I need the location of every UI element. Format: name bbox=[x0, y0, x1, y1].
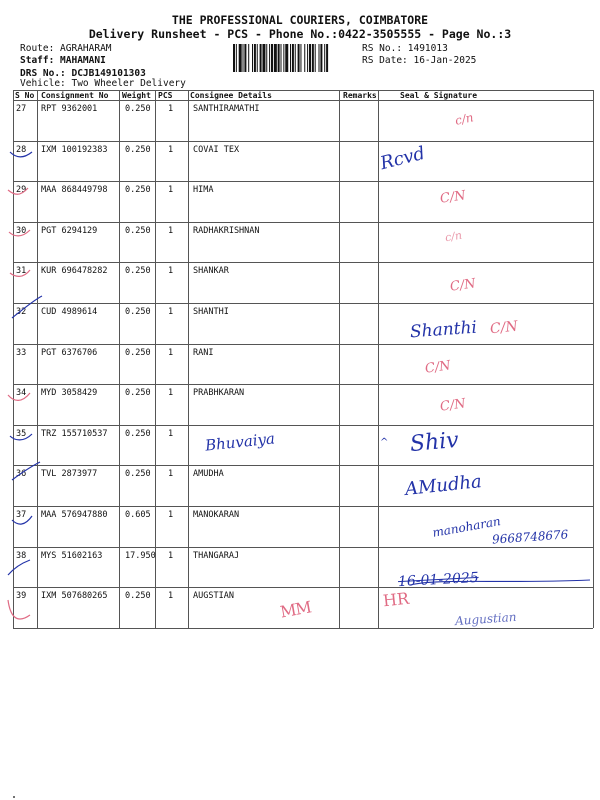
table-row-divider bbox=[13, 506, 593, 507]
handwritten-mark: ^ bbox=[380, 437, 389, 448]
row-consignee: SHANKAR bbox=[193, 266, 229, 277]
barcode-bar bbox=[319, 44, 320, 72]
row-consignment-number: CUD 4989614 bbox=[41, 307, 98, 317]
row-consignment-number: RPT 9362001 bbox=[41, 104, 98, 114]
row-weight: 0.250 bbox=[125, 144, 151, 155]
row-pcs: 1 bbox=[168, 347, 174, 358]
handwritten-remark: MM bbox=[278, 597, 313, 622]
row-weight: 0.250 bbox=[125, 185, 151, 196]
row-serial-number: 37 bbox=[16, 510, 27, 520]
barcode-bar bbox=[295, 44, 296, 72]
staff-label: Staff: MAHAMANI bbox=[20, 55, 106, 66]
barcode-bar bbox=[271, 44, 273, 72]
table-row-divider bbox=[13, 100, 593, 101]
row-consignee: MANOKARAN bbox=[193, 510, 240, 520]
handwritten-remark: C/N bbox=[439, 188, 467, 207]
row-weight: 0.250 bbox=[125, 104, 151, 114]
barcode-bar bbox=[320, 44, 322, 72]
barcode-bar bbox=[304, 44, 305, 72]
table-column-divider bbox=[593, 90, 594, 628]
row-serial-number: 34 bbox=[16, 388, 27, 399]
barcode-bar bbox=[324, 44, 325, 72]
row-consignee: COVAI TEX bbox=[193, 144, 240, 155]
company-name: THE PROFESSIONAL COURIERS, COIMBATORE bbox=[171, 13, 429, 27]
barcode-bar bbox=[309, 44, 311, 72]
row-consignment-number: MYD 3058429 bbox=[41, 388, 98, 399]
handwritten-remark: C/N bbox=[424, 358, 452, 377]
row-serial-number: 30 bbox=[16, 225, 27, 236]
barcode-bar bbox=[269, 44, 270, 72]
barcode-bar bbox=[307, 44, 308, 72]
row-consignment-number: IXM 100192383 bbox=[41, 144, 108, 155]
row-consignee: PRABHKARAN bbox=[193, 388, 245, 399]
row-pcs: 1 bbox=[168, 104, 174, 114]
table-row-divider bbox=[13, 90, 593, 91]
barcode-bar bbox=[236, 44, 237, 72]
table-row-divider bbox=[13, 628, 593, 629]
row-pcs: 1 bbox=[168, 550, 174, 561]
barcode-bar bbox=[278, 44, 280, 72]
table-row-divider bbox=[13, 587, 593, 588]
table-row-divider bbox=[13, 222, 593, 223]
col-seal-signature: Seal & Signature bbox=[400, 91, 478, 100]
table-row-divider bbox=[13, 344, 593, 345]
barcode-bar bbox=[285, 44, 288, 72]
row-serial-number: 36 bbox=[16, 469, 27, 480]
col-consignee: Consignee Details bbox=[190, 91, 272, 100]
handwritten-signature: AMudha bbox=[404, 471, 483, 500]
row-consignee: RADHAKRISHNAN bbox=[193, 225, 260, 236]
row-pcs: 1 bbox=[168, 144, 174, 155]
table-row-divider bbox=[13, 465, 593, 466]
row-consignee: AMUDHA bbox=[193, 469, 224, 480]
handwritten-signature: Rcvd bbox=[378, 142, 428, 175]
row-consignment-number: IXM 507680265 bbox=[41, 591, 108, 602]
row-consignee: THANGARAJ bbox=[193, 550, 240, 561]
row-serial-number: 38 bbox=[16, 550, 27, 561]
row-pcs: 1 bbox=[168, 266, 174, 277]
row-consignment-number: KUR 696478282 bbox=[41, 266, 108, 277]
row-serial-number: 32 bbox=[16, 307, 27, 317]
barcode-bar bbox=[292, 44, 294, 72]
barcode-bar bbox=[300, 44, 301, 72]
col-remarks: Remarks bbox=[343, 91, 377, 100]
row-serial-number: 33 bbox=[16, 347, 27, 358]
handwritten-consignee: Bhuvaiya bbox=[204, 429, 276, 455]
rs-date: RS Date: 16-Jan-2025 bbox=[362, 55, 477, 66]
barcode-icon bbox=[233, 44, 355, 72]
row-serial-number: 35 bbox=[16, 428, 27, 439]
rs-number: RS No.: 1491013 bbox=[362, 43, 448, 54]
handwritten-signature: Shanthi bbox=[409, 317, 478, 343]
row-consignment-number: PGT 6294129 bbox=[41, 225, 98, 236]
barcode-bar bbox=[244, 44, 246, 72]
barcode-bar bbox=[254, 44, 256, 72]
row-pcs: 1 bbox=[168, 388, 174, 399]
handwritten-remark: C/N bbox=[489, 318, 519, 338]
col-consignment: Consignment No bbox=[41, 91, 109, 100]
row-pcs: 1 bbox=[168, 307, 174, 317]
row-weight: 0.250 bbox=[125, 307, 151, 317]
col-sno: S No bbox=[15, 91, 35, 100]
row-serial-number: 29 bbox=[16, 185, 27, 196]
barcode-bar bbox=[283, 44, 284, 72]
runsheet-subtitle: Delivery Runsheet - PCS - Phone No.:0422-3505555 - Page No.:3 bbox=[88, 27, 512, 41]
row-pcs: 1 bbox=[168, 428, 174, 439]
row-serial-number: 31 bbox=[16, 266, 27, 277]
row-weight: 0.250 bbox=[125, 266, 151, 277]
col-weight: Weight bbox=[122, 91, 151, 100]
barcode-bar bbox=[266, 44, 267, 72]
handwritten-signature: manoharan bbox=[431, 514, 502, 540]
row-weight: 0.605 bbox=[125, 510, 151, 520]
row-serial-number: 27 bbox=[16, 104, 27, 114]
row-pcs: 1 bbox=[168, 185, 174, 196]
handwritten-phone: 9668748676 bbox=[491, 527, 569, 547]
drs-number: DRS No.: DCJB149101303 bbox=[20, 68, 146, 79]
handwritten-remark: c/n bbox=[453, 110, 475, 128]
handwritten-remark: c/n bbox=[444, 228, 463, 245]
row-pcs: 1 bbox=[168, 591, 174, 602]
barcode-bar bbox=[239, 44, 242, 72]
barcode-bar bbox=[248, 44, 249, 72]
barcode-bar bbox=[274, 44, 277, 72]
barcode-bar bbox=[262, 44, 265, 72]
row-pcs: 1 bbox=[168, 225, 174, 236]
table-row-divider bbox=[13, 425, 593, 426]
barcode-bar bbox=[298, 44, 300, 72]
barcode-bar bbox=[243, 44, 244, 72]
row-consignment-number: TRZ 155710537 bbox=[41, 428, 108, 439]
barcode-bar bbox=[312, 44, 314, 72]
table-row-divider bbox=[13, 141, 593, 142]
row-serial-number: 39 bbox=[16, 591, 27, 602]
row-pcs: 1 bbox=[168, 469, 174, 480]
barcode-bar bbox=[281, 44, 282, 72]
row-weight: 0.250 bbox=[125, 469, 151, 480]
row-consignment-number: PGT 6376706 bbox=[41, 347, 98, 358]
table-row-divider bbox=[13, 384, 593, 385]
table-row-divider bbox=[13, 547, 593, 548]
row-serial-number: 28 bbox=[16, 144, 27, 155]
row-weight: 17.950 bbox=[125, 550, 156, 561]
row-consignee: AUGSTIAN bbox=[193, 591, 234, 602]
row-weight: 0.250 bbox=[125, 591, 151, 602]
row-consignee: RANI bbox=[193, 347, 214, 358]
barcode-bar bbox=[233, 44, 235, 72]
row-weight: 0.250 bbox=[125, 225, 151, 236]
barcode-bar bbox=[252, 44, 253, 72]
handwritten-date: 16-01-2025 bbox=[397, 569, 480, 591]
row-consignee: SANTHIRAMATHI bbox=[193, 104, 260, 114]
row-weight: 0.250 bbox=[125, 428, 151, 439]
handwritten-remark: HR bbox=[382, 588, 410, 611]
page-dot bbox=[13, 796, 15, 798]
runsheet-table bbox=[13, 90, 593, 650]
barcode-bar bbox=[315, 44, 316, 72]
barcode-bar bbox=[257, 44, 258, 72]
route-label: Route: AGRAHARAM bbox=[20, 43, 112, 54]
handwritten-signature: Augustian bbox=[454, 609, 517, 629]
table-row-divider bbox=[13, 181, 593, 182]
row-consignment-number: MAA 576947880 bbox=[41, 510, 108, 520]
table-row-divider bbox=[13, 262, 593, 263]
barcode-bar bbox=[260, 44, 262, 72]
row-weight: 0.250 bbox=[125, 388, 151, 399]
col-pcs: PCS bbox=[158, 91, 173, 100]
handwritten-remark: C/N bbox=[449, 276, 477, 295]
row-pcs: 1 bbox=[168, 510, 174, 520]
row-consignee: SHANTHI bbox=[193, 307, 229, 317]
table-row-divider bbox=[13, 303, 593, 304]
barcode-bar bbox=[290, 44, 291, 72]
row-consignee: HIMA bbox=[193, 185, 214, 196]
handwritten-signature: Shiv bbox=[409, 427, 460, 458]
row-consignment-number: TVL 2873977 bbox=[41, 469, 98, 480]
vehicle-label: Vehicle: Two Wheeler Delivery bbox=[20, 78, 186, 89]
row-consignment-number: MAA 868449798 bbox=[41, 185, 108, 196]
row-weight: 0.250 bbox=[125, 347, 151, 358]
barcode-bar bbox=[326, 44, 328, 72]
handwritten-remark: C/N bbox=[439, 396, 467, 415]
row-consignment-number: MYS 51602163 bbox=[41, 550, 103, 561]
